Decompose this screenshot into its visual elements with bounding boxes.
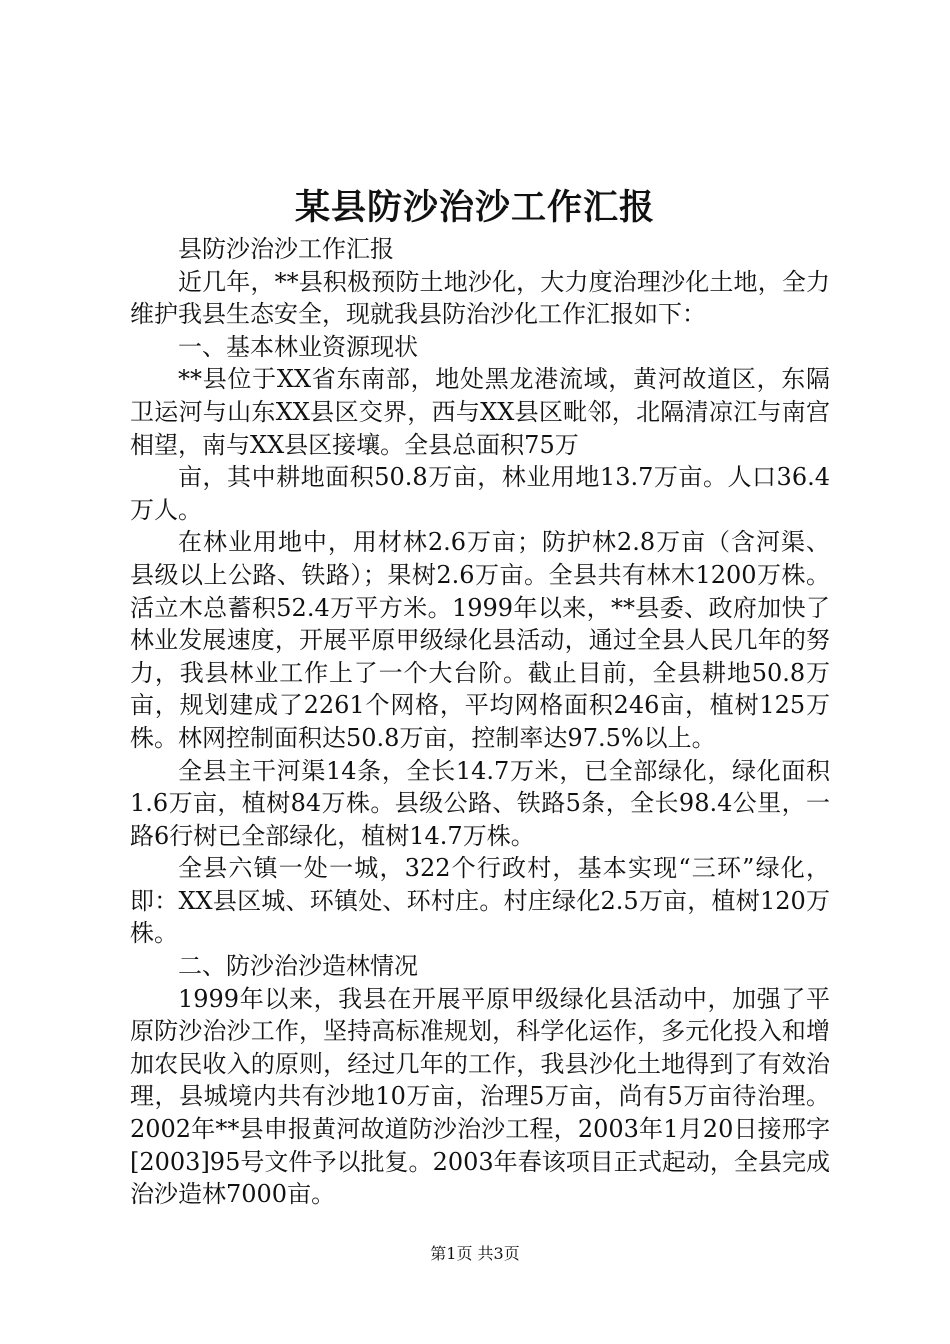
paragraph-rivers-roads: 全县主干河渠14条，全长14.7万米，已全部绿化，绿化面积1.6万亩，植树84万株。县级公路、铁路5条，全长98.4公里，一路6行树已全部绿化，植树14.7万株。 (130, 756, 830, 850)
section-heading-2: 二、防沙治沙造林情况 (178, 952, 418, 981)
paragraph-sand-control: 1999年以来，我县在开展平原甲级绿化县活动中，加强了平原防沙治沙工作，坚持高标准规划，科学化运作，多元化投入和增加农民收入的原则，经过几年的工作，我县沙化土地得到了有效治理，县城境内共有沙地10万亩，治理5万亩，尚有5万亩待治理。2002年**县申报黄河故道防沙治沙工程，2003年1月20日接邢字[2003]95号文件予以批复。2003年春该项目正式起动，全县完成治沙造林7000亩。 (130, 984, 830, 1209)
paragraph-subtitle: 县防沙治沙工作汇报 (178, 235, 394, 263)
section-heading-1: 一、基本林业资源现状 (178, 332, 418, 361)
document-body (130, 233, 830, 1211)
page-number-footer: 第1页 共3页 (430, 1244, 520, 1263)
paragraph-forest-land: 在林业用地中，用材林2.6万亩；防护林2.8万亩（含河渠、县级以上公路、铁路）；果树2.6万亩。全县共有林木1200万株。活立木总蓄积52.4万平方米。1999年以来，**县委、政府加快了林业发展速度，开展平原甲级绿化县活动，通过全县人民几年的努力，我县林业工作上了一个大台阶。截止目前，全县耕地50.8万亩，规划建成了2261个网格，平均网格面积246亩，植树125万株。林网控制面积达50.8万亩，控制率达97.5%以上。 (130, 528, 830, 752)
paragraph-intro: 近几年，**县积极预防土地沙化，大力度治理沙化土地，全力维护我县生态安全，现就我县防治沙化工作汇报如下： (130, 267, 830, 329)
document-title: 某县防沙治沙工作汇报 (294, 187, 655, 228)
paragraph-area: 亩，其中耕地面积50.8万亩，林业用地13.7万亩。人口36.4万人。 (130, 463, 830, 524)
paragraph-location: **县位于XX省东南部，地处黑龙港流域，黄河故道区，东隔卫运河与山东XX县区交界，西与XX县区毗邻，北隔清凉江与南宫相望，南与XX县区接壤。全县总面积75万 (130, 365, 830, 459)
paragraph-villages: 全县六镇一处一城，322个行政村，基本实现“三环”绿化，即：XX县区城、环镇处、环村庄。村庄绿化2.5万亩，植树120万株。 (130, 854, 830, 948)
